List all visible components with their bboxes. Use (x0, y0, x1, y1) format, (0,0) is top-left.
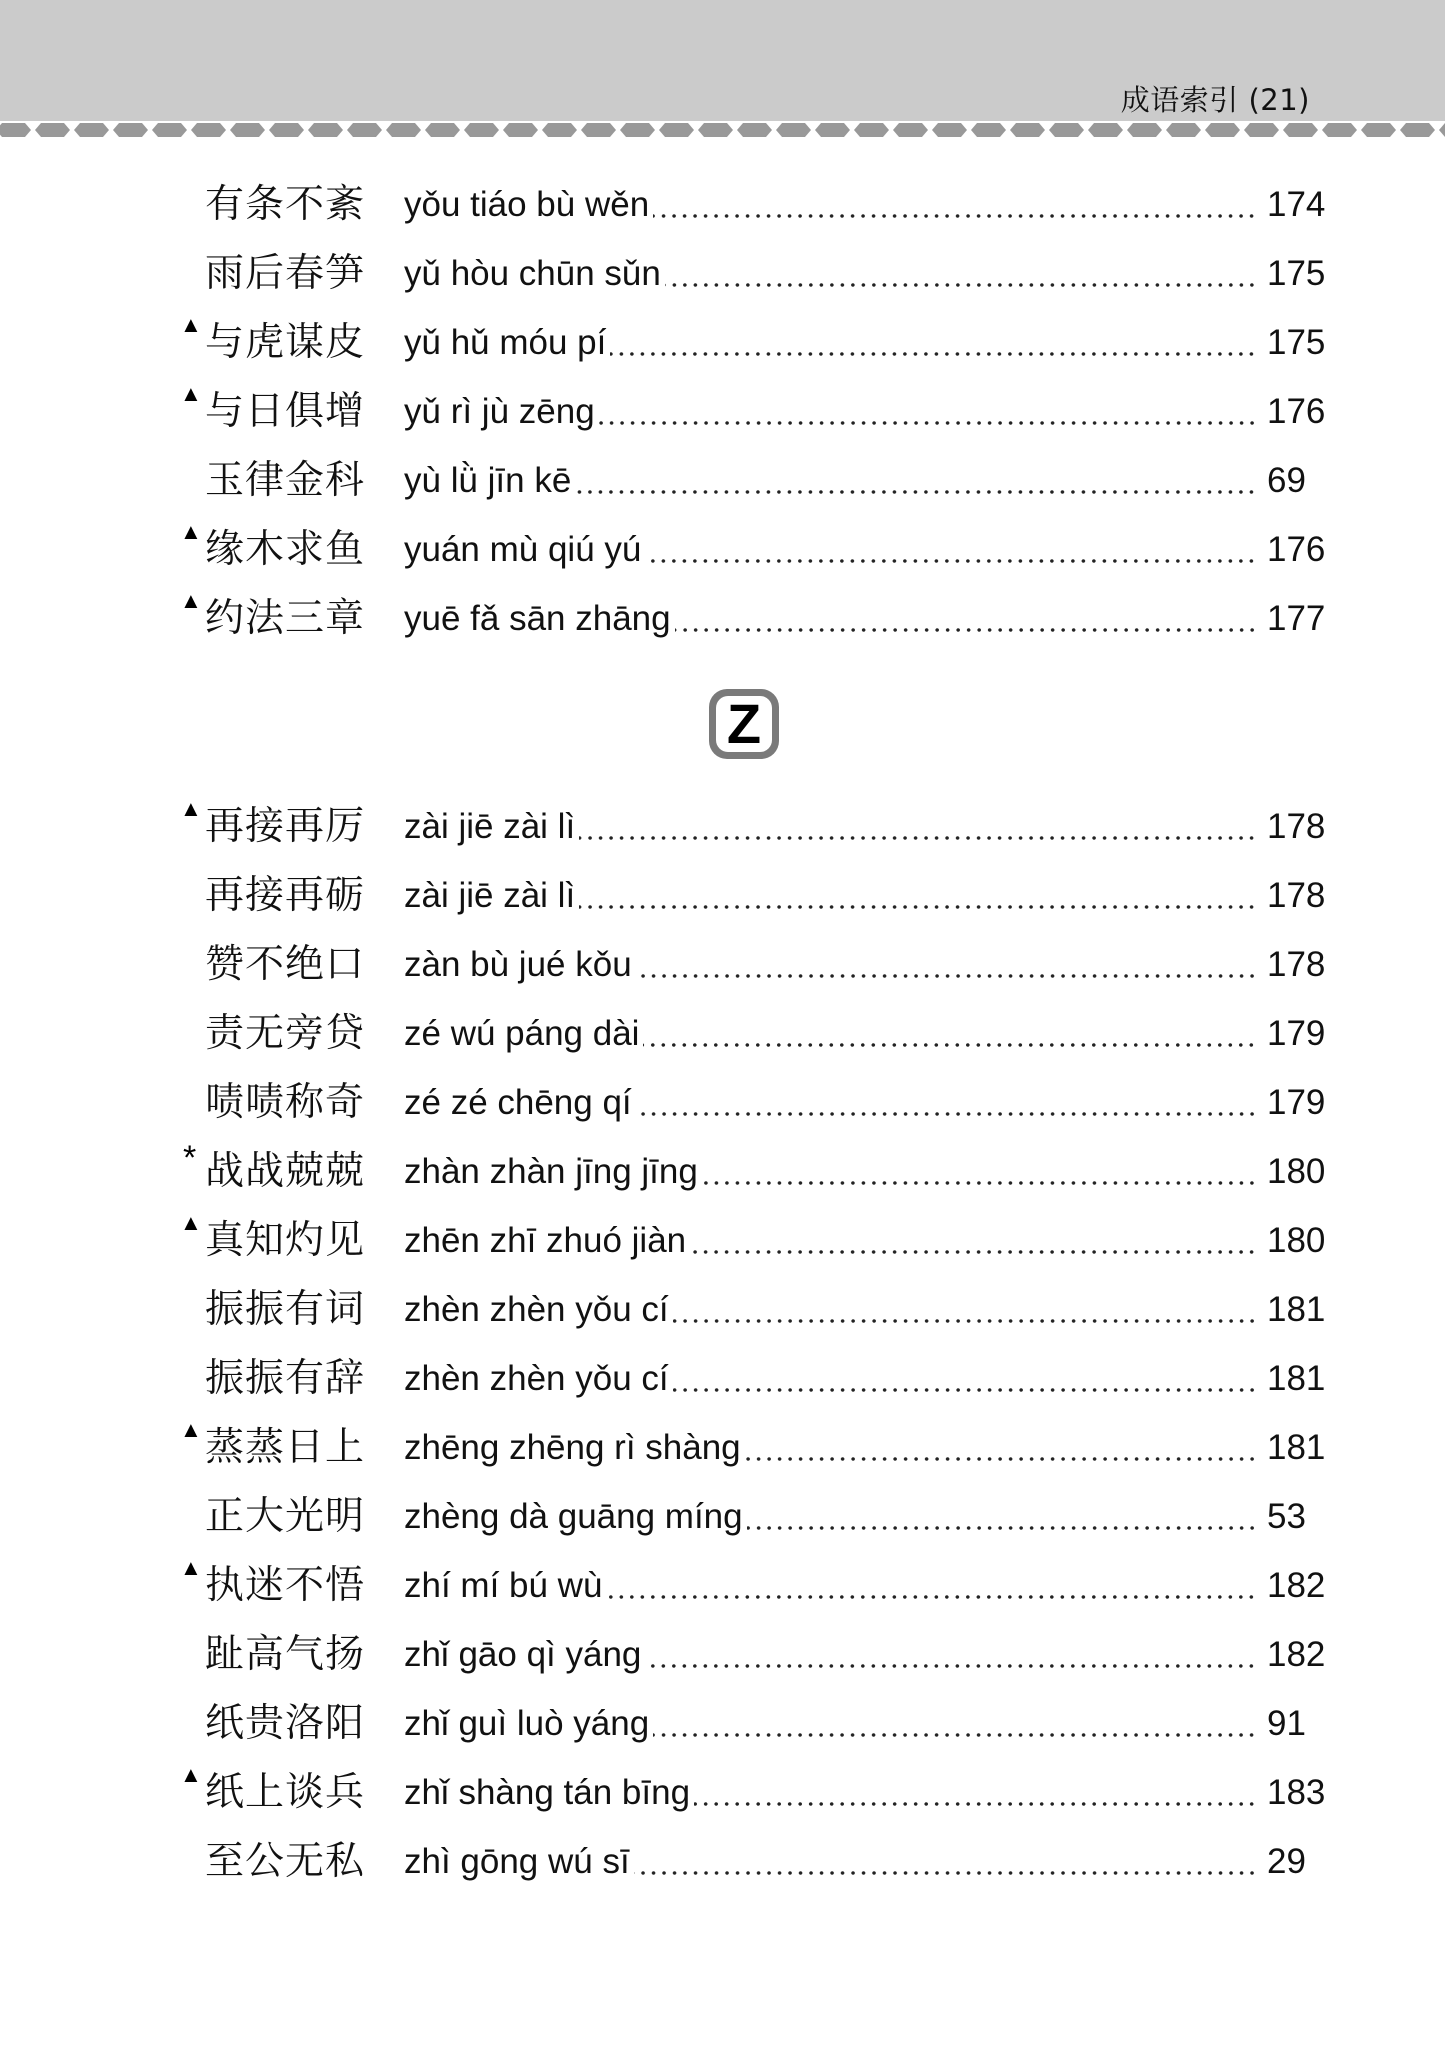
idiom-text: 趾高气扬 (205, 1632, 366, 1677)
running-header-title: 成语索引 (21) (1120, 83, 1310, 117)
dot-leader (636, 1112, 1257, 1116)
idiom-text: 振振有词 (205, 1287, 366, 1332)
pinyin-text: zhí mí bú wù (404, 1566, 603, 1605)
page-number: 174 (1267, 185, 1326, 224)
idiom-text: 正大光明 (205, 1494, 366, 1539)
decorative-border (0, 121, 1445, 139)
dot-leader (675, 628, 1257, 632)
idiom-text: 雨后春笋 (205, 251, 366, 296)
page-number: 178 (1267, 807, 1326, 846)
index-entry[interactable] (0, 1139, 1445, 1207)
index-entry[interactable] (0, 940, 1445, 1000)
idiom-text: 真知灼见 (205, 1218, 366, 1263)
index-entry[interactable] (0, 456, 1445, 516)
dot-leader (694, 1802, 1257, 1806)
page-number: 178 (1267, 876, 1326, 915)
idiom-text: 责无旁贷 (205, 1011, 366, 1056)
pinyin-text: yù lǜ jīn kē (404, 461, 572, 500)
triangle-marker-icon: ▲ (180, 519, 202, 544)
dot-leader (653, 214, 1257, 218)
dot-leader (636, 974, 1257, 978)
dot-leader (599, 421, 1257, 425)
page-number: 53 (1267, 1497, 1306, 1536)
pinyin-text: yǔ hòu chūn sǔn (404, 254, 661, 293)
pinyin-text: zài jiē zài lì (404, 876, 576, 915)
idiom-text: 纸贵洛阳 (205, 1701, 366, 1746)
pinyin-text: zhèn zhèn yǒu cí (404, 1359, 669, 1398)
index-entry[interactable] (0, 519, 1445, 585)
pinyin-text: zhǐ shàng tán bīng (404, 1773, 691, 1812)
page-number: 181 (1267, 1428, 1326, 1467)
dot-leader (579, 905, 1257, 909)
section-letter-badge (706, 686, 782, 762)
index-entry[interactable] (0, 1837, 1445, 1897)
triangle-marker-icon: ▲ (180, 796, 202, 821)
triangle-marker-icon: ▲ (180, 588, 202, 613)
dot-leader (610, 352, 1257, 356)
index-entry[interactable] (0, 588, 1445, 654)
page-number: 181 (1267, 1359, 1326, 1398)
page-number: 91 (1267, 1704, 1306, 1743)
idiom-text: 再接再厉 (205, 804, 366, 849)
page-number: 181 (1267, 1290, 1326, 1329)
pinyin-text: zhǐ gāo qì yáng (404, 1635, 642, 1674)
svg-text:Z: Z (726, 692, 762, 755)
idiom-text: 执迷不悟 (205, 1563, 366, 1608)
pinyin-text: yǔ hǔ móu pí (404, 323, 607, 362)
dot-leader (645, 559, 1257, 563)
asterisk-marker-icon: * (183, 1139, 197, 1177)
page-number: 29 (1267, 1842, 1306, 1881)
pinyin-text: yǒu tiáo bù wěn (404, 185, 650, 224)
index-entry[interactable] (0, 1009, 1445, 1069)
dot-leader (673, 1319, 1257, 1323)
page-number: 180 (1267, 1221, 1326, 1260)
dot-leader (606, 1595, 1257, 1599)
pinyin-text: zhèn zhèn yǒu cí (404, 1290, 669, 1329)
triangle-marker-icon: ▲ (180, 312, 202, 337)
page-number: 69 (1267, 461, 1306, 500)
pinyin-text: zhēng zhēng rì shàng (404, 1428, 741, 1467)
dot-leader (747, 1526, 1257, 1530)
dot-leader (653, 1733, 1257, 1737)
dot-leader (690, 1250, 1257, 1254)
page-number: 182 (1267, 1566, 1326, 1605)
index-entry[interactable] (0, 1210, 1445, 1276)
page-number: 175 (1267, 323, 1326, 362)
idiom-text: 再接再砺 (205, 873, 366, 918)
index-entry[interactable] (0, 1354, 1445, 1414)
idiom-text: 啧啧称奇 (205, 1080, 366, 1125)
pinyin-text: yuán mù qiú yú (404, 530, 642, 569)
page-number: 182 (1267, 1635, 1326, 1674)
page-number: 180 (1267, 1152, 1326, 1191)
page-number: 175 (1267, 254, 1326, 293)
pinyin-text: zé wú páng dài (404, 1014, 640, 1053)
dot-leader (575, 490, 1257, 494)
idiom-text: 至公无私 (205, 1839, 366, 1884)
triangle-marker-icon: ▲ (180, 1417, 202, 1442)
page-number: 177 (1267, 599, 1326, 638)
idiom-text: 战战兢兢 (205, 1149, 366, 1194)
pinyin-text: yuē fǎ sān zhāng (404, 599, 671, 638)
index-entry[interactable] (0, 1630, 1445, 1690)
idiom-text: 赞不绝口 (205, 942, 366, 987)
triangle-marker-icon: ▲ (180, 1762, 202, 1787)
triangle-marker-icon: ▲ (180, 1210, 202, 1235)
page-number: 183 (1267, 1773, 1326, 1812)
index-entry[interactable] (0, 312, 1445, 378)
idiom-text: 与日俱增 (205, 389, 366, 434)
pinyin-text: zé zé chēng qí (404, 1083, 632, 1122)
index-entry[interactable] (0, 1762, 1445, 1828)
idiom-text: 有条不紊 (205, 182, 366, 227)
dot-leader (645, 1664, 1257, 1668)
dot-leader (745, 1457, 1257, 1461)
index-entry[interactable] (0, 1555, 1445, 1621)
dot-leader (673, 1388, 1257, 1392)
index-entry[interactable] (0, 1285, 1445, 1345)
idiom-text: 玉律金科 (205, 458, 366, 503)
idiom-text: 缘木求鱼 (205, 527, 366, 572)
dot-leader (634, 1871, 1257, 1875)
page-number: 179 (1267, 1083, 1326, 1122)
pinyin-text: zài jiē zài lì (404, 807, 576, 846)
page-number: 179 (1267, 1014, 1326, 1053)
index-entry[interactable] (0, 249, 1445, 309)
idiom-text: 约法三章 (205, 596, 366, 641)
pinyin-text: zhèng dà guāng míng (404, 1497, 743, 1536)
idiom-text: 振振有辞 (205, 1356, 366, 1401)
triangle-marker-icon: ▲ (180, 1555, 202, 1580)
index-entry[interactable] (0, 1078, 1445, 1138)
pinyin-text: zhǐ guì luò yáng (404, 1704, 650, 1743)
idiom-text: 与虎谋皮 (205, 320, 366, 365)
pinyin-text: zhì gōng wú sī (404, 1842, 630, 1881)
index-entry[interactable] (0, 1699, 1445, 1759)
index-entry[interactable] (0, 796, 1445, 862)
triangle-marker-icon: ▲ (180, 381, 202, 406)
dot-leader (579, 836, 1257, 840)
index-entry[interactable] (0, 1492, 1445, 1552)
page-number: 176 (1267, 530, 1326, 569)
pinyin-text: zhēn zhī zhuó jiàn (404, 1221, 687, 1260)
page-number: 178 (1267, 945, 1326, 984)
index-entry[interactable] (0, 381, 1445, 447)
page-header (0, 0, 1445, 121)
index-entry[interactable] (0, 180, 1445, 240)
index-entry[interactable] (0, 871, 1445, 931)
idiom-text: 蒸蒸日上 (205, 1425, 366, 1470)
idiom-text: 纸上谈兵 (205, 1770, 366, 1815)
index-entry[interactable] (0, 1417, 1445, 1483)
dot-leader (665, 283, 1257, 287)
pinyin-text: yǔ rì jù zēng (404, 392, 595, 431)
dot-leader (702, 1181, 1257, 1185)
pinyin-text: zhàn zhàn jīng jīng (404, 1152, 698, 1191)
dot-leader (643, 1043, 1257, 1047)
letter-z-icon (706, 686, 782, 762)
pinyin-text: zàn bù jué kǒu (404, 945, 632, 984)
page-number: 176 (1267, 392, 1326, 431)
